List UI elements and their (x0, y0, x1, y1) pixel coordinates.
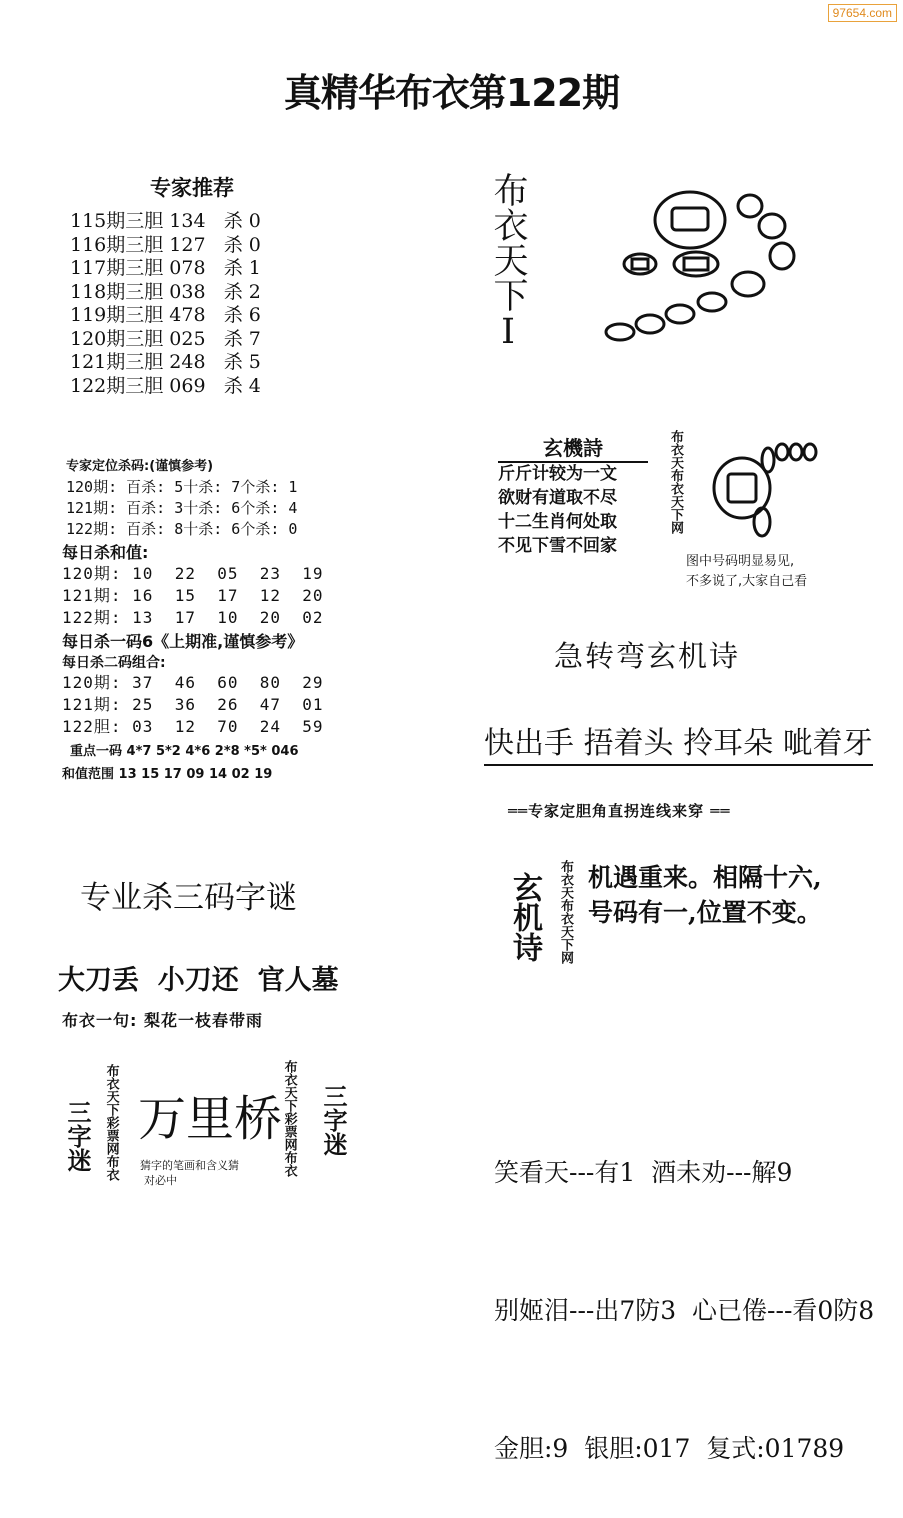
expert-row: 121期三胆 248 杀 5 (70, 351, 261, 373)
xuanjishi-side-brand: 布衣天布衣天下网 (558, 860, 573, 964)
position-kill-section (66, 456, 297, 540)
expert-row: 117期三胆 078 杀 1 (70, 257, 261, 279)
daily-sum-row: 121期: 16 15 17 12 20 (62, 586, 324, 605)
expert-row: 115期三胆 134 杀 0 (70, 210, 261, 232)
daily-sum-heading: 每日杀和值: (62, 543, 149, 562)
xuanji-poem-line: 欲财有道取不尽 (498, 488, 617, 508)
jiyu-poem (588, 860, 822, 930)
jizhuanwan-title: 急转弯玄机诗 (554, 639, 741, 673)
xiaokan-line: 别姬泪---出7防3 心已倦---看0防8 (494, 1296, 875, 1325)
xuanji-title: 玄機詩 (498, 432, 648, 463)
xuanji-note (686, 552, 807, 592)
xuanji-poem-line: 十二生肖何处取 (498, 512, 617, 532)
expert-row: 118期三胆 038 杀 2 (70, 280, 261, 303)
wanli-bridge: 万里桥 (138, 1091, 283, 1147)
coin-illustration (706, 438, 826, 548)
daily-two-row: 121期: 25 36 26 47 01 (62, 695, 324, 714)
position-kill-row: 121期: 百杀: 3十杀: 6个杀: 4 (66, 499, 298, 517)
expert-row: 120期三胆 025 杀 7 (70, 327, 261, 350)
xuanjishi-vertical: 玄机诗 (507, 872, 542, 962)
riddle-title: 专业杀三码字谜 (80, 880, 297, 916)
expert-dan-line: ══专家定胆角直拐连线来穿 ══ (508, 802, 731, 820)
daily-two-row: 122胆: 03 12 70 24 59 (62, 717, 324, 736)
xiaokan-line: 笑看天---有1 酒未劝---解9 (494, 1158, 793, 1187)
coin-chain-illustration (600, 178, 820, 348)
right-vertical-brand: 布衣天下彩票网布衣 (281, 1060, 297, 1177)
wanli-note (140, 1158, 239, 1188)
bu-yi-sentence: 布衣一句: 梨花一枝春带雨 (62, 1011, 263, 1030)
key-code: 重点一码 4*7 5*2 4*6 2*8 *5* 046 (70, 744, 299, 759)
riddle-words: 大刀丢 小刀还 官人墓 (58, 965, 339, 996)
xuanji-note-line: 图中号码明显易见, (686, 554, 795, 569)
expert-row: 122期三胆 069 杀 4 (70, 374, 261, 397)
daily-one-code: 每日杀一码6《上期准,谨慎参考》 (62, 632, 304, 651)
xiaokan-block (494, 1058, 874, 1518)
daily-section (62, 540, 324, 782)
expert-list (70, 210, 261, 398)
xuanji-note-line: 不多说了,大家自己看 (686, 574, 808, 589)
position-kill-heading: 专家定位杀码:(谨慎参考) (66, 459, 214, 474)
left-vertical-brand: 布衣天下彩票网布衣 (103, 1064, 119, 1181)
daily-two-row: 120期: 37 46 60 80 29 (62, 673, 324, 692)
position-kill-row: 120期: 百杀: 5十杀: 7个杀: 1 (66, 478, 298, 496)
page-title: 真精华布衣第122期 (283, 71, 620, 115)
daily-sum-row: 120期: 10 22 05 23 19 (62, 564, 324, 583)
sanzimi-right: 三字迷 (319, 1084, 347, 1156)
daily-sum-row: 122期: 13 17 10 20 02 (62, 608, 324, 627)
expert-row: 116期三胆 127 杀 0 (70, 233, 261, 256)
watermark: 97654.com (828, 4, 897, 22)
expert-row: 119期三胆 478 杀 6 (70, 304, 261, 326)
wanli-note-line: 猜字的笔画和含义猜 (140, 1159, 239, 1172)
sum-range: 和值范围 13 15 17 09 14 02 19 (62, 767, 273, 782)
jiyu-line: 机遇重来。相隔十六, (588, 863, 822, 892)
kuai-chushou-line: 快出手 捂着头 拎耳朵 呲着牙 (484, 718, 873, 766)
xiaokan-line: 金胆:9 银胆:017 复式:01789 (494, 1434, 845, 1463)
position-kill-row: 122期: 百杀: 8十杀: 6个杀: 0 (66, 520, 298, 538)
xuanji-poem-line: 斤斤计较为一文 (498, 464, 617, 484)
xuanji-poem-line: 不见下雪不回家 (498, 536, 617, 556)
buyi-tianxia-vertical: 布衣天下I (488, 172, 528, 352)
expert-heading: 专家推荐 (150, 176, 234, 200)
wanli-note-line: 对必中 (144, 1174, 177, 1187)
jiyu-line: 号码有一,位置不变。 (588, 898, 822, 927)
xuanji-side-brand: 布衣天布衣天下网 (668, 430, 683, 534)
sanzimi-left: 三字迷 (63, 1100, 91, 1172)
xuanji-poem (498, 462, 617, 558)
daily-two-heading: 每日杀二码组合: (62, 655, 166, 671)
